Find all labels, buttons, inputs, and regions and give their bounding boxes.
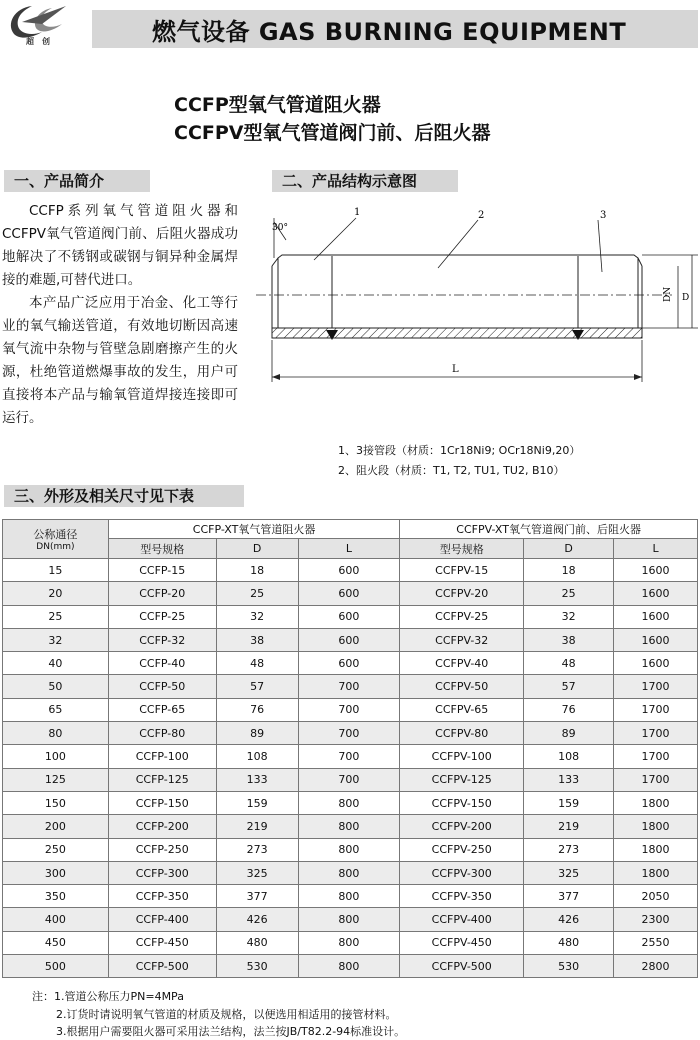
table-cell: CCFP-40 [108, 652, 216, 675]
l-dimension-label: L [452, 364, 459, 375]
table-cell: 325 [216, 861, 298, 884]
table-cell: CCFP-250 [108, 838, 216, 861]
table-cell: 700 [298, 722, 400, 745]
part-2-label: 2 [478, 210, 485, 221]
dn-unit: DN(mm) [36, 542, 75, 552]
intro-text [2, 200, 238, 430]
table-cell: 700 [298, 768, 400, 791]
col-l-2: L [614, 539, 698, 559]
table-cell: 1600 [614, 559, 698, 582]
table-cell: 108 [524, 745, 614, 768]
table-cell: 250 [3, 838, 109, 861]
table-cell: 1700 [614, 768, 698, 791]
table-cell: 1800 [614, 838, 698, 861]
table-row [3, 675, 698, 698]
table-cell: CCFP-300 [108, 861, 216, 884]
diagram-note-2: 2、阻火段（材质：T1, T2, TU1, TU2, B10） [338, 464, 565, 477]
table-row [3, 791, 698, 814]
footnote-2: 2.订货时请说明氧气管道的材质及规格，以便选用相适用的接管材料。 [56, 1007, 397, 1021]
table-cell: CCFP-65 [108, 698, 216, 721]
table-cell: 273 [216, 838, 298, 861]
table-cell: 32 [524, 605, 614, 628]
table-cell: 219 [524, 815, 614, 838]
table-cell: 125 [3, 768, 109, 791]
group-1-header: CCFP-XT氧气管道阻火器 [108, 520, 399, 539]
table-cell: 108 [216, 745, 298, 768]
table-cell: CCFPV-200 [400, 815, 524, 838]
intro-paragraph-1: CCFP系列氧气管道阻火器和CCFPV氧气管道阀门前、后阻火器成功地解决了不锈钢或碳钢与铜异种金属焊接的难题,可替代进口。 [2, 203, 238, 288]
page-title: 燃气设备 GAS BURNING EQUIPMENT [152, 18, 627, 46]
table-cell: 273 [524, 838, 614, 861]
table-cell: 20 [3, 582, 109, 605]
table-cell: 1800 [614, 861, 698, 884]
table-cell: 426 [216, 908, 298, 931]
table-cell: 1700 [614, 745, 698, 768]
angle-label: 30° [272, 223, 288, 233]
table-cell: 350 [3, 885, 109, 908]
table-row [3, 652, 698, 675]
part-1-label: 1 [354, 207, 361, 218]
table-cell: 15 [3, 559, 109, 582]
table-cell: 800 [298, 861, 400, 884]
table-cell: CCFP-350 [108, 885, 216, 908]
table-cell: CCFPV-500 [400, 955, 524, 978]
table-cell: 133 [524, 768, 614, 791]
table-cell: CCFPV-400 [400, 908, 524, 931]
table-cell: CCFP-150 [108, 791, 216, 814]
table-cell: 38 [216, 628, 298, 651]
table-row [3, 908, 698, 931]
table-cell: CCFPV-65 [400, 698, 524, 721]
table-cell: 100 [3, 745, 109, 768]
footnotes [32, 988, 405, 1040]
col-l-1: L [298, 539, 400, 559]
table-cell: 600 [298, 559, 400, 582]
table-cell: 600 [298, 582, 400, 605]
table-cell: 377 [216, 885, 298, 908]
table-cell: 1700 [614, 722, 698, 745]
table-cell: 18 [524, 559, 614, 582]
table-cell: 400 [3, 908, 109, 931]
table-cell: 40 [3, 652, 109, 675]
table-cell: 76 [524, 698, 614, 721]
logo-text: 超创 [26, 37, 58, 46]
table-cell: CCFP-100 [108, 745, 216, 768]
table-cell: CCFP-80 [108, 722, 216, 745]
table-cell: CCFPV-20 [400, 582, 524, 605]
table-cell: 700 [298, 698, 400, 721]
table-cell: 800 [298, 885, 400, 908]
table-cell: 480 [524, 931, 614, 954]
dn-dimension-label: DN [663, 286, 673, 302]
table-cell: CCFPV-50 [400, 675, 524, 698]
table-cell: 1800 [614, 815, 698, 838]
table-cell: 700 [298, 675, 400, 698]
table-row [3, 605, 698, 628]
col-model-2: 型号规格 [400, 539, 524, 559]
table-cell: CCFPV-25 [400, 605, 524, 628]
diagram-note-1: 1、3接管段（材质：1Cr18Ni9; OCr18Ni9,20） [338, 444, 581, 457]
table-cell: 1800 [614, 791, 698, 814]
table-cell: 600 [298, 605, 400, 628]
table-cell: CCFP-500 [108, 955, 216, 978]
table-row [3, 931, 698, 954]
table-cell: 600 [298, 652, 400, 675]
table-cell: 89 [216, 722, 298, 745]
table-row [3, 815, 698, 838]
col-d-1: D [216, 539, 298, 559]
table-cell: 57 [216, 675, 298, 698]
table-cell: 219 [216, 815, 298, 838]
table-cell: 25 [216, 582, 298, 605]
table-cell: 377 [524, 885, 614, 908]
product-title-1: CCFP型氧气管道阻火器 [174, 94, 381, 116]
table-cell: 800 [298, 955, 400, 978]
table-cell: 1600 [614, 605, 698, 628]
intro-paragraph-2: 本产品广泛应用于冶金、化工等行业的氧气输送管道，有效地切断因高速氧气流中杂物与管壁急剧磨擦产生的火源，杜绝管道燃爆事故的发生，用户可直接将本产品与输氧管道焊接连接即可运行。 [2, 295, 238, 426]
table-row [3, 582, 698, 605]
d-dimension-label: D [682, 293, 690, 303]
col-d-2: D [524, 539, 614, 559]
diagram-notes [338, 441, 580, 481]
table-cell: CCFP-32 [108, 628, 216, 651]
table-cell: 700 [298, 745, 400, 768]
table-row [3, 745, 698, 768]
table-cell: 25 [524, 582, 614, 605]
table-cell: 800 [298, 838, 400, 861]
table-cell: CCFP-25 [108, 605, 216, 628]
table-cell: 76 [216, 698, 298, 721]
table-cell: 57 [524, 675, 614, 698]
table-cell: 800 [298, 791, 400, 814]
table-cell: 65 [3, 698, 109, 721]
table-row [3, 885, 698, 908]
table-cell: 450 [3, 931, 109, 954]
table-cell: 300 [3, 861, 109, 884]
table-cell: 200 [3, 815, 109, 838]
section-heading-diagram: 二、产品结构示意图 [272, 170, 458, 192]
col-model-1: 型号规格 [108, 539, 216, 559]
table-cell: 89 [524, 722, 614, 745]
table-cell: CCFP-20 [108, 582, 216, 605]
table-cell: 480 [216, 931, 298, 954]
footnote-3: 3.根据用户需要阻火器可采用法兰结构，法兰按JB/T82.2-94标准设计。 [56, 1025, 406, 1038]
structure-diagram [252, 200, 698, 386]
table-cell: 80 [3, 722, 109, 745]
table-cell: 25 [3, 605, 109, 628]
table-cell: CCFPV-15 [400, 559, 524, 582]
table-row [3, 768, 698, 791]
table-cell: CCFPV-40 [400, 652, 524, 675]
table-cell: 159 [524, 791, 614, 814]
table-cell: 800 [298, 815, 400, 838]
table-cell: 150 [3, 791, 109, 814]
table-cell: CCFPV-100 [400, 745, 524, 768]
table-cell: 2300 [614, 908, 698, 931]
table-cell: CCFPV-250 [400, 838, 524, 861]
table-cell: 2800 [614, 955, 698, 978]
table-cell: 32 [3, 628, 109, 651]
table-cell: 133 [216, 768, 298, 791]
table-row [3, 861, 698, 884]
table-cell: CCFPV-80 [400, 722, 524, 745]
table-cell: 1600 [614, 628, 698, 651]
table-cell: 18 [216, 559, 298, 582]
table-cell: 1700 [614, 698, 698, 721]
part-3-label: 3 [600, 210, 607, 221]
table-cell: 530 [524, 955, 614, 978]
dn-header: 公称通径 [33, 528, 78, 541]
table-cell: CCFPV-300 [400, 861, 524, 884]
table-cell: 1700 [614, 675, 698, 698]
table-row [3, 838, 698, 861]
table-cell: CCFP-450 [108, 931, 216, 954]
product-title-2: CCFPV型氧气管道阀门前、后阻火器 [174, 122, 491, 144]
section-heading-intro: 一、产品简介 [4, 170, 150, 192]
table-row [3, 559, 698, 582]
table-cell: 2550 [614, 931, 698, 954]
table-row [3, 698, 698, 721]
table-cell: 1600 [614, 652, 698, 675]
group-2-header: CCFPV-XT氧气管道阀门前、后阻火器 [400, 520, 698, 539]
table-cell: 800 [298, 931, 400, 954]
page-header [0, 0, 700, 52]
pipe-body [256, 255, 672, 340]
table-row [3, 628, 698, 651]
table-cell: 600 [298, 628, 400, 651]
table-cell: CCFP-200 [108, 815, 216, 838]
table-cell: CCFP-400 [108, 908, 216, 931]
table-cell: CCFPV-450 [400, 931, 524, 954]
table-row [3, 955, 698, 978]
table-cell: 50 [3, 675, 109, 698]
table-cell: CCFPV-350 [400, 885, 524, 908]
table-cell: CCFPV-150 [400, 791, 524, 814]
table-cell: 2050 [614, 885, 698, 908]
dimension-table [2, 519, 698, 978]
table-cell: 500 [3, 955, 109, 978]
dn-header-cell [3, 520, 109, 559]
table-cell: CCFP-125 [108, 768, 216, 791]
table-cell: 32 [216, 605, 298, 628]
table-cell: 530 [216, 955, 298, 978]
section-heading-table: 三、外形及相关尺寸见下表 [4, 485, 244, 507]
table-cell: 159 [216, 791, 298, 814]
table-cell: 1600 [614, 582, 698, 605]
table-cell: 800 [298, 908, 400, 931]
table-cell: 48 [216, 652, 298, 675]
table-cell: 325 [524, 861, 614, 884]
table-cell: CCFPV-125 [400, 768, 524, 791]
table-cell: CCFP-15 [108, 559, 216, 582]
table-cell: 38 [524, 628, 614, 651]
footnote-1: 注：1.管道公称压力PN=4MPa [32, 990, 184, 1003]
table-cell: CCFP-50 [108, 675, 216, 698]
table-cell: 426 [524, 908, 614, 931]
table-row [3, 722, 698, 745]
table-cell: 48 [524, 652, 614, 675]
table-cell: CCFPV-32 [400, 628, 524, 651]
